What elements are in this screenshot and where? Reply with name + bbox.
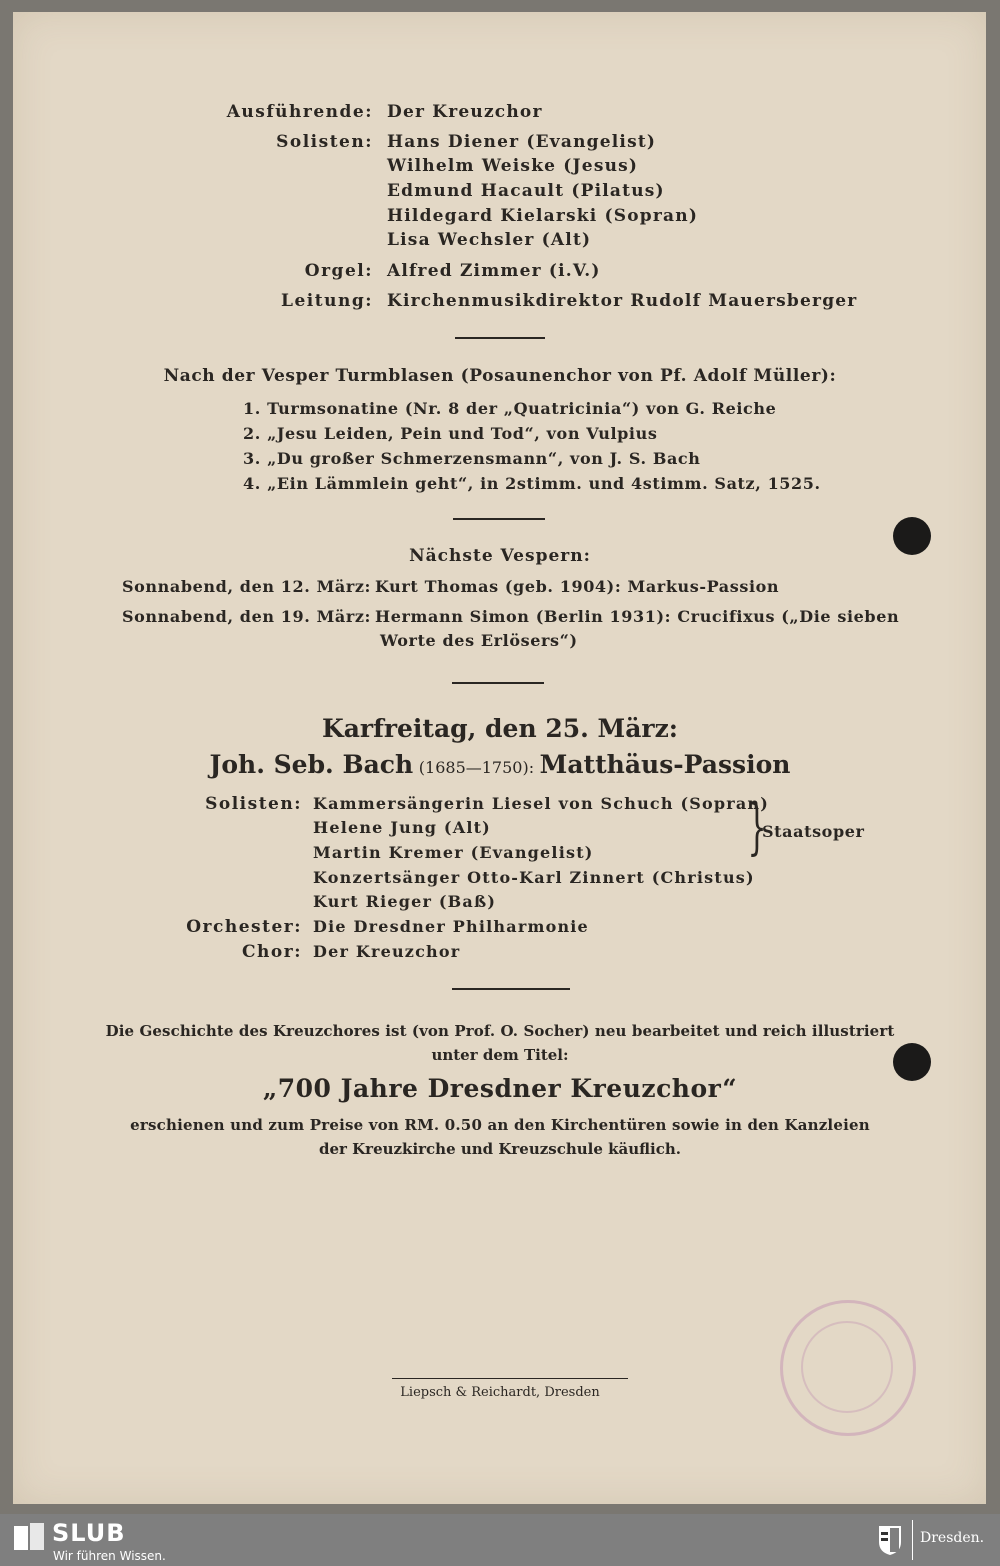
divider — [453, 518, 545, 520]
next-vespers-heading: Nächste Vespern: — [409, 546, 591, 566]
orchestra-label: Orchester: — [186, 917, 302, 937]
tower-item: 3. „Du großer Schmerzensmann“, von J. S. Bach — [243, 449, 701, 468]
direction-label: Leitung: — [281, 291, 373, 311]
tower-item: 4. „Ein Lämmlein geht“, in 2stimm. und 4stimm. Satz, 1525. — [243, 474, 821, 493]
vesper-event: Hermann Simon (Berlin 1931): Crucifixus („Die sieben — [375, 607, 900, 626]
book-title: „700 Jahre Dresdner Kreuzchor“ — [262, 1074, 738, 1103]
choir-value: Der Kreuzchor — [313, 942, 461, 961]
gf-soloist-item: Helene Jung (Alt) — [313, 818, 491, 837]
choir-label: Chor: — [242, 942, 302, 962]
divider — [452, 682, 544, 684]
orchestra-value: Die Dresdner Philharmonie — [313, 917, 589, 936]
soloist-item: Edmund Hacault (Pilatus) — [387, 181, 665, 201]
gf-soloist-item: Martin Kremer (Evangelist) — [313, 843, 594, 862]
book-text: erschienen und zum Preise von RM. 0.50 an den Kirchentüren sowie in den Kanzleien — [130, 1116, 870, 1134]
staatsoper-label: Staatsoper — [762, 822, 865, 841]
soloists-label: Solisten: — [276, 132, 373, 152]
vesper-date: Sonnabend, den 19. März: — [122, 607, 372, 626]
book-text: Die Geschichte des Kreuzchores ist (von Prof. O. Socher) neu bearbeitet und reich illustriert — [105, 1022, 895, 1040]
book-text: unter dem Titel: — [431, 1046, 569, 1064]
book-text: der Kreuzkirche und Kreuzschule käuflich. — [318, 1140, 682, 1158]
brace: } — [747, 792, 767, 862]
good-friday-work-line — [0, 750, 1000, 779]
printer-imprint: Liepsch & Reichardt, Dresden — [400, 1385, 600, 1400]
gf-soloists-label: Solisten: — [205, 794, 302, 814]
divider — [452, 988, 570, 990]
vesper-event-continued: Worte des Erlösers“) — [380, 631, 578, 650]
gf-soloist-item: Kurt Rieger (Baß) — [313, 892, 497, 911]
coat-of-arms-icon — [877, 1524, 903, 1556]
tower-heading: Nach der Vesper Turmblasen (Posaunenchor von Pf. Adolf Müller): — [163, 366, 837, 386]
soloist-item: Wilhelm Weiske (Jesus) — [387, 156, 639, 176]
good-friday-title: Karfreitag, den 25. März: — [322, 714, 678, 743]
composer-years: (1685—1750): — [418, 758, 535, 777]
punch-hole — [893, 1043, 931, 1081]
organ-value: Alfred Zimmer (i.V.) — [387, 261, 601, 281]
tower-item: 1. Turmsonatine (Nr. 8 der „Quatricinia“) von G. Reiche — [243, 399, 777, 418]
performers-value: Der Kreuzchor — [387, 102, 543, 122]
printer-rule — [392, 1378, 628, 1379]
performers-label: Ausführende: — [226, 102, 373, 122]
library-stamp — [780, 1300, 916, 1436]
footer-bar — [0, 1514, 1000, 1566]
divider — [455, 337, 545, 339]
brand-tagline: Wir führen Wissen. — [53, 1549, 166, 1563]
direction-value: Kirchenmusikdirektor Rudolf Mauersberger — [387, 291, 858, 311]
work-title: Matthäus-Passion — [539, 750, 791, 779]
vesper-date: Sonnabend, den 12. März: — [122, 577, 372, 596]
brand-name[interactable]: SLUB — [52, 1519, 126, 1547]
vesper-event: Kurt Thomas (geb. 1904): Markus-Passion — [375, 577, 780, 596]
footer-separator — [912, 1520, 913, 1560]
soloist-item: Hildegard Kielarski (Sopran) — [387, 206, 699, 226]
organ-label: Orgel: — [304, 261, 373, 281]
composer: Joh. Seb. Bach — [209, 750, 414, 779]
soloist-item: Lisa Wechsler (Alt) — [387, 230, 592, 250]
book-icon — [12, 1520, 46, 1556]
tower-item: 2. „Jesu Leiden, Pein und Tod“, von Vulpius — [243, 424, 658, 443]
gf-soloist-item: Kammersängerin Liesel von Schuch (Sopran) — [313, 794, 770, 813]
soloist-item: Hans Diener (Evangelist) — [387, 132, 657, 152]
punch-hole — [893, 517, 931, 555]
city-logo[interactable]: Dresden. — [920, 1530, 985, 1546]
gf-soloist-item: Konzertsänger Otto-Karl Zinnert (Christus) — [313, 868, 755, 887]
